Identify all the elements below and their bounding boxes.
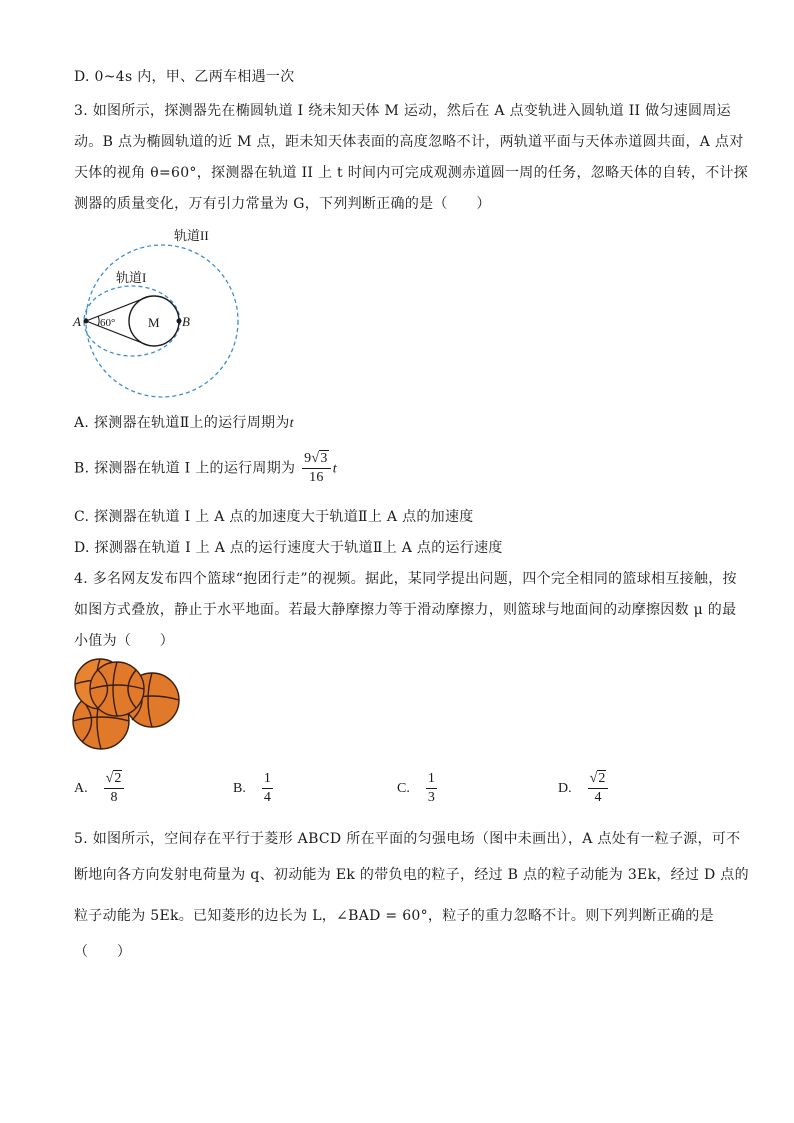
q3-b-coef: 9 bbox=[304, 451, 312, 466]
q3-b-denominator: 16 bbox=[309, 470, 324, 485]
q3-option-a[interactable] bbox=[74, 412, 294, 432]
q3-stem-line-4: 测器的质量变化，万有引力常量为 G，下列判断正确的是（ ） bbox=[74, 196, 491, 212]
sqrt-symbol: √2 bbox=[589, 771, 606, 786]
q5-stem-line-1: 5. 如图所示，空间存在平行于菱形 ABCD 所在平面的匀强电场（图中未画出），A 点处有一粒子源，可不 bbox=[74, 831, 741, 847]
q4-option-c[interactable] bbox=[397, 770, 439, 807]
basketballs-image bbox=[70, 658, 185, 750]
q4-option-c-fraction bbox=[426, 770, 437, 807]
q4-option-c-label: C. bbox=[397, 780, 410, 796]
q2-option-d: D. 0~4s 内，甲、乙两车相遇一次 bbox=[74, 69, 295, 85]
q3-option-b-fraction bbox=[302, 450, 331, 487]
q4-a-denominator: 8 bbox=[110, 790, 118, 805]
point-a-label: A bbox=[73, 314, 81, 329]
q3-option-b[interactable] bbox=[74, 450, 337, 487]
q4-d-radicand: 2 bbox=[598, 771, 606, 786]
orbit-1-label: 轨道I bbox=[116, 270, 147, 285]
q4-option-b[interactable] bbox=[233, 770, 275, 807]
q3-stem-line-3: 天体的视角 θ=60°，探测器在轨道 II 上 t 时间内可完成观测赤道圆一周的任务，忽略天体的自转，不计探 bbox=[74, 165, 749, 181]
q5-stem-line-2: 断地向各方向发射电荷量为 q、初动能为 Ek 的带负电的粒子，经过 B 点的粒子动能为 3Ek，经过 D 点的 bbox=[74, 867, 749, 883]
q4-a-radicand: 2 bbox=[114, 771, 122, 786]
q4-option-b-label: B. bbox=[233, 780, 246, 796]
q3-option-b-var: t bbox=[332, 461, 337, 477]
q3-option-a-var: t bbox=[289, 416, 294, 431]
angle-label: 60° bbox=[100, 317, 116, 329]
q4-stem-line-3: 小值为（ ） bbox=[74, 633, 175, 649]
angle-arc bbox=[98, 316, 99, 326]
q4-option-a-fraction bbox=[104, 770, 125, 807]
q3-b-radicand: 3 bbox=[320, 451, 328, 466]
q3-option-a-text: A. 探测器在轨道Ⅱ上的运行周期为 bbox=[74, 415, 290, 431]
q4-option-a[interactable] bbox=[74, 770, 126, 807]
q4-option-a-label: A. bbox=[74, 780, 88, 796]
q4-b-numerator: 1 bbox=[262, 770, 273, 789]
orbit-diagram bbox=[64, 222, 249, 400]
sqrt-symbol: √2 bbox=[105, 771, 122, 786]
q5-stem-line-3: 粒子动能为 5Ek。已知菱形的边长为 L，∠BAD = 60°，粒子的重力忽略不计。则下列判断正确的是 bbox=[74, 908, 714, 924]
q3-option-d[interactable]: D. 探测器在轨道 I 上 A 点的运行速度大于轨道Ⅱ上 A 点的运行速度 bbox=[74, 540, 503, 556]
q4-stem-line-1: 4. 多名网友发布四个篮球“抱团行走”的视频。据此，某同学提出问题，四个完全相同的篮球相互接触，按 bbox=[74, 571, 737, 587]
q4-d-denominator: 4 bbox=[594, 790, 602, 805]
q4-option-b-fraction bbox=[262, 770, 273, 807]
q4-option-d-label: D. bbox=[558, 780, 572, 796]
point-b-label: B bbox=[182, 314, 190, 329]
point-a-dot bbox=[84, 319, 89, 324]
q4-b-denominator: 4 bbox=[263, 790, 271, 805]
q4-option-d-fraction bbox=[588, 770, 609, 807]
sqrt-symbol: √3 bbox=[311, 451, 328, 466]
q4-option-d[interactable] bbox=[558, 770, 610, 807]
q4-c-denominator: 3 bbox=[427, 790, 435, 805]
q3-stem-line-2: 动。B 点为椭圆轨道的近 M 点，距未知天体表面的高度忽略不计，两轨道平面与天体赤道圆共面，A 点对 bbox=[74, 134, 744, 150]
point-b-dot bbox=[177, 319, 182, 324]
q5-stem-line-4: （ ） bbox=[74, 944, 132, 960]
q4-c-numerator: 1 bbox=[426, 770, 437, 789]
q4-stem-line-2: 如图方式叠放，静止于水平地面。若最大静摩擦力等于滑动摩擦力，则篮球与地面间的动摩擦因数 μ 的最 bbox=[74, 602, 737, 618]
q3-stem-line-1: 3. 如图所示，探测器先在椭圆轨道 I 绕未知天体 M 运动，然后在 A 点变轨进入圆轨道 II 做匀速圆周运 bbox=[74, 103, 731, 119]
planet-m-label: M bbox=[148, 315, 160, 330]
orbit-2-label: 轨道II bbox=[174, 228, 209, 243]
q3-option-b-text: B. 探测器在轨道 I 上的运行周期为 bbox=[74, 460, 296, 477]
q3-option-c[interactable]: C. 探测器在轨道 I 上 A 点的加速度大于轨道Ⅱ上 A 点的加速度 bbox=[74, 509, 474, 525]
